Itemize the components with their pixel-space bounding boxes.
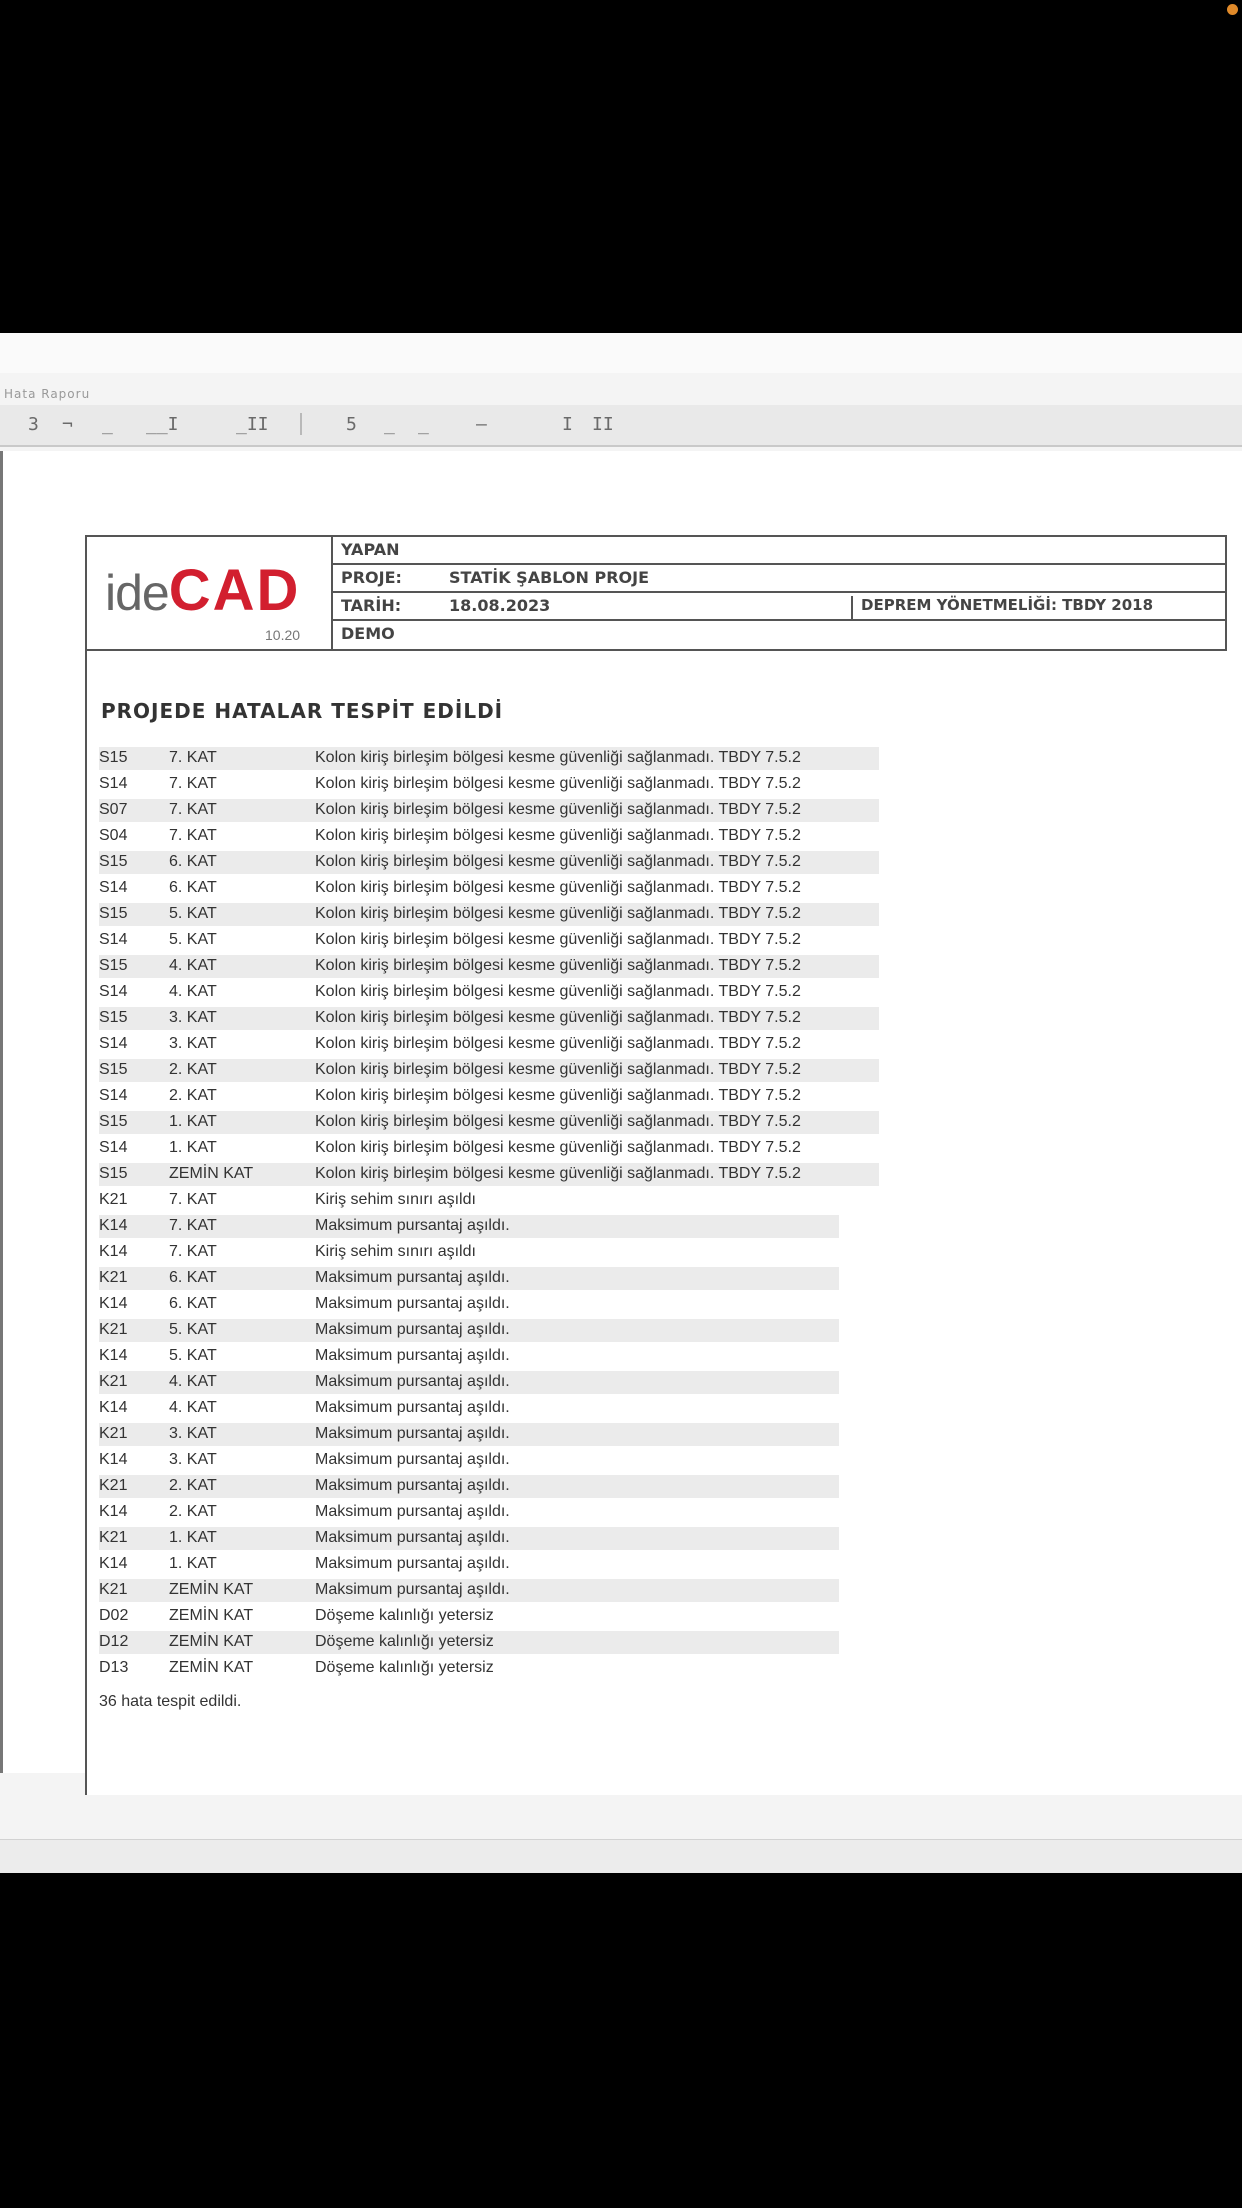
floor-name: 1. KAT [169, 1555, 217, 1572]
element-id: K21 [99, 1581, 128, 1598]
next-page-button[interactable]: __I [146, 414, 179, 435]
element-id: S14 [99, 1139, 128, 1156]
print-button[interactable]: 5 [346, 414, 357, 435]
element-id: K21 [99, 1425, 128, 1442]
status-bar [0, 1839, 1242, 1873]
floor-name: 5. KAT [169, 931, 217, 948]
error-message: Maksimum pursantaj aşıldı. [315, 1503, 510, 1520]
error-message: Kolon kiriş birleşim bölgesi kesme güvenliği sağlanmadı. TBDY 7.5.2 [315, 931, 801, 948]
floor-name: 3. KAT [169, 1035, 217, 1052]
zoom-out-button[interactable]: — [476, 414, 487, 435]
error-row [99, 1084, 879, 1110]
floor-name: 2. KAT [169, 1087, 217, 1104]
floor-name: 7. KAT [169, 1217, 217, 1234]
element-id: K14 [99, 1295, 128, 1312]
idecad-logo [105, 557, 301, 643]
element-id: K14 [99, 1399, 128, 1416]
preview-area[interactable] [0, 451, 1242, 1773]
element-id: S14 [99, 1087, 128, 1104]
first-page-button[interactable]: 3 [28, 414, 39, 435]
header-row-yapan [333, 537, 1225, 565]
header-row-tarih [333, 593, 1225, 621]
error-row [99, 850, 879, 876]
demo-label: DEMO [341, 624, 395, 643]
error-row [99, 876, 879, 902]
floor-name: 4. KAT [169, 1399, 217, 1416]
error-message: Maksimum pursantaj aşıldı. [315, 1555, 510, 1572]
error-message: Kolon kiriş birleşim bölgesi kesme güvenliği sağlanmadı. TBDY 7.5.2 [315, 1165, 801, 1182]
tarih-value: 18.08.2023 [449, 596, 551, 615]
floor-name: 1. KAT [169, 1529, 217, 1546]
error-list [99, 746, 879, 1682]
element-id: S14 [99, 1035, 128, 1052]
error-message: Maksimum pursantaj aşıldı. [315, 1581, 510, 1598]
floor-name: 2. KAT [169, 1503, 217, 1520]
error-message: Kolon kiriş birleşim bölgesi kesme güvenliği sağlanmadı. TBDY 7.5.2 [315, 1087, 801, 1104]
error-row [99, 1032, 879, 1058]
error-row [99, 1526, 879, 1552]
yapan-label: YAPAN [341, 540, 400, 559]
error-message: Kolon kiriş birleşim bölgesi kesme güvenliği sağlanmadı. TBDY 7.5.2 [315, 1009, 801, 1026]
error-message: Kolon kiriş birleşim bölgesi kesme güvenliği sağlanmadı. TBDY 7.5.2 [315, 983, 801, 1000]
error-row [99, 1058, 879, 1084]
error-message: Döşeme kalınlığı yetersiz [315, 1633, 494, 1650]
error-message: Maksimum pursantaj aşıldı. [315, 1399, 510, 1416]
setup-button[interactable]: _ [418, 414, 429, 435]
error-message: Kolon kiriş birleşim bölgesi kesme güvenliği sağlanmadı. TBDY 7.5.2 [315, 1061, 801, 1078]
floor-name: 6. KAT [169, 853, 217, 870]
element-id: K21 [99, 1529, 128, 1546]
error-message: Döşeme kalınlığı yetersiz [315, 1659, 494, 1676]
error-row [99, 798, 879, 824]
floor-name: ZEMİN KAT [169, 1607, 254, 1624]
error-message: Kolon kiriş birleşim bölgesi kesme güvenliği sağlanmadı. TBDY 7.5.2 [315, 957, 801, 974]
error-row [99, 1188, 879, 1214]
floor-name: ZEMİN KAT [169, 1581, 254, 1598]
error-row [99, 1162, 879, 1188]
logo-cad-text: CAD [168, 558, 301, 623]
error-row [99, 1500, 879, 1526]
error-row [99, 824, 879, 850]
error-row [99, 1448, 879, 1474]
floor-name: 7. KAT [169, 775, 217, 792]
error-message: Maksimum pursantaj aşıldı. [315, 1373, 510, 1390]
report-page [85, 535, 1242, 1795]
error-row [99, 1344, 879, 1370]
header-row-demo [333, 621, 1225, 649]
element-id: S04 [99, 827, 128, 844]
export-button[interactable]: _ [384, 414, 395, 435]
floor-name: 4. KAT [169, 983, 217, 1000]
error-message: Maksimum pursantaj aşıldı. [315, 1269, 510, 1286]
recording-indicator-icon [1227, 4, 1238, 15]
error-row [99, 1656, 879, 1682]
zoom-in-button[interactable]: I [562, 414, 573, 435]
floor-name: 7. KAT [169, 1191, 217, 1208]
floor-name: 3. KAT [169, 1425, 217, 1442]
error-message: Kolon kiriş birleşim bölgesi kesme güvenliği sağlanmadı. TBDY 7.5.2 [315, 1035, 801, 1052]
floor-name: 4. KAT [169, 957, 217, 974]
error-message: Maksimum pursantaj aşıldı. [315, 1451, 510, 1468]
toolbar-separator [300, 413, 302, 435]
error-message: Kolon kiriş birleşim bölgesi kesme güvenliği sağlanmadı. TBDY 7.5.2 [315, 749, 801, 766]
proje-label: PROJE: [341, 568, 402, 587]
element-id: K14 [99, 1347, 128, 1364]
error-message: Kolon kiriş birleşim bölgesi kesme güvenliği sağlanmadı. TBDY 7.5.2 [315, 775, 801, 792]
error-message: Maksimum pursantaj aşıldı. [315, 1217, 510, 1234]
element-id: S15 [99, 1009, 128, 1026]
floor-name: 5. KAT [169, 1347, 217, 1364]
error-row [99, 1318, 879, 1344]
error-row [99, 1292, 879, 1318]
element-id: K14 [99, 1243, 128, 1260]
header-row-proje [333, 565, 1225, 593]
floor-name: ZEMİN KAT [169, 1659, 254, 1676]
error-message: Maksimum pursantaj aşıldı. [315, 1295, 510, 1312]
error-row [99, 1552, 879, 1578]
error-row [99, 1136, 879, 1162]
floor-name: 6. KAT [169, 1295, 217, 1312]
report-header [87, 535, 1227, 651]
floor-name: 2. KAT [169, 1477, 217, 1494]
floor-name: 1. KAT [169, 1113, 217, 1130]
error-message: Kolon kiriş birleşim bölgesi kesme güvenliği sağlanmadı. TBDY 7.5.2 [315, 1113, 801, 1130]
element-id: D12 [99, 1633, 129, 1650]
floor-name: 3. KAT [169, 1451, 217, 1468]
error-message: Kiriş sehim sınırı aşıldı [315, 1191, 476, 1208]
error-message: Maksimum pursantaj aşıldı. [315, 1321, 510, 1338]
error-message: Kolon kiriş birleşim bölgesi kesme güvenliği sağlanmadı. TBDY 7.5.2 [315, 853, 801, 870]
error-message: Maksimum pursantaj aşıldı. [315, 1529, 510, 1546]
error-row [99, 1240, 879, 1266]
error-message: Kolon kiriş birleşim bölgesi kesme güvenliği sağlanmadı. TBDY 7.5.2 [315, 1139, 801, 1156]
error-message: Döşeme kalınlığı yetersiz [315, 1607, 494, 1624]
element-id: D13 [99, 1659, 129, 1676]
element-id: D02 [99, 1607, 129, 1624]
element-id: S15 [99, 749, 128, 766]
error-row [99, 928, 879, 954]
element-id: S14 [99, 931, 128, 948]
error-row [99, 980, 879, 1006]
error-row [99, 1630, 879, 1656]
element-id: S14 [99, 775, 128, 792]
error-row [99, 1396, 879, 1422]
floor-name: 6. KAT [169, 1269, 217, 1286]
element-id: S15 [99, 1165, 128, 1182]
element-id: K21 [99, 1191, 128, 1208]
element-id: K21 [99, 1373, 128, 1390]
element-id: S15 [99, 853, 128, 870]
floor-name: 7. KAT [169, 749, 217, 766]
element-id: K14 [99, 1451, 128, 1468]
error-summary: 36 hata tespit edildi. [99, 1693, 242, 1710]
element-id: S14 [99, 983, 128, 1000]
window-title: Hata Raporu [4, 387, 91, 401]
element-id: K14 [99, 1555, 128, 1572]
error-message: Kolon kiriş birleşim bölgesi kesme güvenliği sağlanmadı. TBDY 7.5.2 [315, 827, 801, 844]
error-message: Kolon kiriş birleşim bölgesi kesme güvenliği sağlanmadı. TBDY 7.5.2 [315, 879, 801, 896]
error-row [99, 1006, 879, 1032]
element-id: K14 [99, 1217, 128, 1234]
element-id: S14 [99, 879, 128, 896]
close-preview-button[interactable]: II [592, 414, 614, 435]
deprem-yonetmeligi: DEPREM YÖNETMELİĞİ: TBDY 2018 [851, 596, 1241, 620]
floor-name: 7. KAT [169, 1243, 217, 1260]
element-id: S15 [99, 1113, 128, 1130]
error-row [99, 1578, 879, 1604]
toolbar [0, 405, 1242, 447]
element-id: K14 [99, 1503, 128, 1520]
floor-name: 6. KAT [169, 879, 217, 896]
floor-name: 1. KAT [169, 1139, 217, 1156]
element-id: K21 [99, 1269, 128, 1286]
floor-name: 4. KAT [169, 1373, 217, 1390]
floor-name: 7. KAT [169, 801, 217, 818]
error-row [99, 1474, 879, 1500]
error-message: Kolon kiriş birleşim bölgesi kesme güvenliği sağlanmadı. TBDY 7.5.2 [315, 905, 801, 922]
tarih-label: TARİH: [341, 596, 402, 615]
report-title: PROJEDE HATALAR TESPİT EDİLDİ [101, 699, 504, 723]
error-message: Kolon kiriş birleşim bölgesi kesme güvenliği sağlanmadı. TBDY 7.5.2 [315, 801, 801, 818]
error-row [99, 1266, 879, 1292]
floor-name: 5. KAT [169, 1321, 217, 1338]
floor-name: 5. KAT [169, 905, 217, 922]
last-page-button[interactable]: _II [236, 414, 269, 435]
error-row [99, 902, 879, 928]
prev-page-button[interactable]: ¬ [62, 414, 73, 435]
element-id: S15 [99, 957, 128, 974]
proje-value: STATİK ŞABLON PROJE [449, 568, 649, 587]
report-viewer-window [0, 333, 1242, 1873]
error-row [99, 954, 879, 980]
floor-name: 2. KAT [169, 1061, 217, 1078]
element-id: K21 [99, 1321, 128, 1338]
element-id: S15 [99, 905, 128, 922]
error-row [99, 1110, 879, 1136]
floor-name: 3. KAT [169, 1009, 217, 1026]
error-row [99, 772, 879, 798]
page-field[interactable]: _ [102, 414, 113, 435]
error-row [99, 1370, 879, 1396]
element-id: S07 [99, 801, 128, 818]
floor-name: ZEMİN KAT [169, 1165, 254, 1182]
error-message: Maksimum pursantaj aşıldı. [315, 1425, 510, 1442]
error-row [99, 1604, 879, 1630]
floor-name: 7. KAT [169, 827, 217, 844]
floor-name: ZEMİN KAT [169, 1633, 254, 1650]
error-message: Kiriş sehim sınırı aşıldı [315, 1243, 476, 1260]
logo-version: 10.20 [265, 627, 301, 643]
element-id: S15 [99, 1061, 128, 1078]
error-row [99, 746, 879, 772]
error-row [99, 1422, 879, 1448]
element-id: K21 [99, 1477, 128, 1494]
error-message: Maksimum pursantaj aşıldı. [315, 1477, 510, 1494]
error-row [99, 1214, 879, 1240]
error-message: Maksimum pursantaj aşıldı. [315, 1347, 510, 1364]
logo-ide-text: ide [105, 565, 169, 621]
